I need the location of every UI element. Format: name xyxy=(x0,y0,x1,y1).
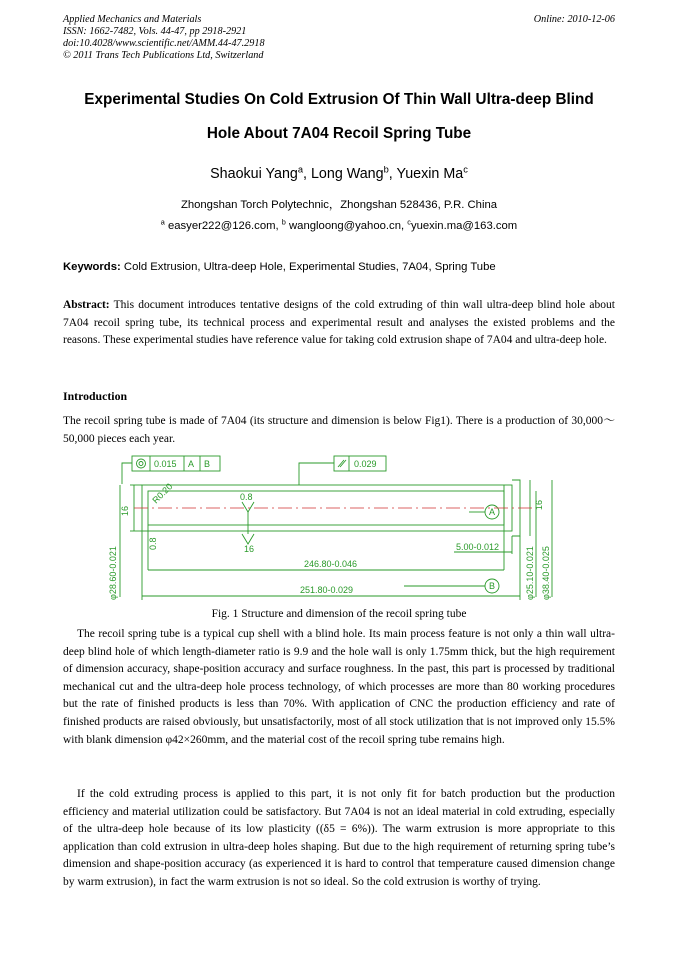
fcf-datum-ref: A xyxy=(188,459,195,469)
intro-paragraph-1: The recoil spring tube is made of 7A04 (its structure and dimension is below Fig1). There is a production of 30,000～50,000 pieces each year. xyxy=(63,415,615,445)
abstract xyxy=(63,297,615,350)
author-name: Yuexin Ma xyxy=(396,166,464,182)
fcf-value: 0.029 xyxy=(354,459,377,469)
author-list xyxy=(0,166,678,182)
dim-24680: 246.80-0.046 xyxy=(304,559,358,569)
journal-name: Applied Mechanics and Materials xyxy=(63,14,202,25)
dim-25180: 251.80-0.029 xyxy=(300,585,354,595)
datum-a-label: A xyxy=(489,507,496,517)
author-name: Long Wang xyxy=(310,166,384,182)
copyright-line: © 2011 Trans Tech Publications Ltd, Switzerland xyxy=(63,50,264,61)
datum-b-label: B xyxy=(489,581,496,591)
email-mark: c xyxy=(407,217,411,227)
dim-phi-2510: φ25.10-0.021 xyxy=(525,546,535,600)
journal-header xyxy=(63,14,265,62)
figure-caption: Fig. 1 Structure and dimension of the recoil spring tube xyxy=(211,608,467,620)
figure-1 xyxy=(104,452,584,607)
author-affil-mark: a xyxy=(297,164,304,175)
email-link[interactable]: wangloong@yahoo.cn, xyxy=(285,220,408,232)
author-separator: , xyxy=(388,166,397,182)
technical-drawing xyxy=(104,452,584,607)
online-date: Online: 2010-12-06 xyxy=(533,14,615,25)
abstract-text: This document introduces tentative designs of the cold extruding of thin wall ultra-deep blind hole about 7A04 recoil spring tube, its technical process and experimental result and analyses the existed problems and the reasons. These experimental studies have reference value for taking cold extrusion shape of 7A04 and ultra-deep hole. xyxy=(63,299,615,347)
fcf-datum-ref: B xyxy=(204,459,211,469)
paper-title-line-1: Experimental Studies On Cold Extrusion Of Thin Wall Ultra-deep Blind xyxy=(84,91,594,108)
dim-500: 5.00-0.012 xyxy=(456,542,500,552)
dim-roughness-bottom: 16 xyxy=(244,544,255,554)
author-emails xyxy=(0,217,678,232)
keywords-label: Keywords: xyxy=(63,261,121,273)
keywords xyxy=(63,261,496,273)
author-affil-mark: c xyxy=(463,164,468,175)
dim-phi-2860: φ28.60-0.021 xyxy=(108,546,118,600)
author-separator: , xyxy=(303,166,311,182)
intro-paragraph-3: If the cold extruding process is applied to this part, it is not only fit for batch production but the production efficiency and material utilization could be satisfactory. But 7A04 is not an ideal material in cold extruding, especially of the ultra-deep hole because of its low plasticity ((δ5 = 6%)). The warm extrusion is more appropriate to this application than cold extrusion in ultra-deep holes shaping. But due to the high requirement of returning spring tube’s dimension and shape-position accuracy (as experienced it is hard to control that temperature caused dimension change by warm extrusion), in fact the warm extrusion is not so ideal. So the cold extrusion is worthy of trying. xyxy=(63,788,615,888)
dim-roughness-top: 0.8 xyxy=(240,492,253,502)
dim-phi-3840: φ38.40-0.025 xyxy=(541,546,551,600)
email-link[interactable]: easyer222@126.com, xyxy=(164,220,282,232)
paper-title-line-2: Hole About 7A04 Recoil Spring Tube xyxy=(206,125,472,142)
dim-left: 0.8 xyxy=(148,537,158,550)
intro-paragraph-2: The recoil spring tube is a typical cup shell with a blind hole. Its main process feature is not only a thin wall ultra-deep blind hole of which length-diameter ratio is 9.9 and the hole wall is only 1.75mm thick, but the high requirement of dimension accuracy, shape-position accuracy and surface roughness. In the past, this part is processed by traditional mechanical cut and the ultra-deep hole process technology, of which processes are more than 80 working procedures but the rate of finished products is less than 70%. With application of CNC the production efficiency and rate of finished products are raised obviously, but unsatisfactorily, most of all stock utilization that is not improved only 15.5% with blank dimension φ42×260mm, and the material cost of the recoil spring tube remains high. xyxy=(63,628,615,746)
author-name: Shaokui Yang xyxy=(210,166,298,182)
dim-wall-left: 16 xyxy=(120,505,130,516)
dim-radius: R0.20 xyxy=(150,481,175,506)
issn-line: ISSN: 1662-7482, Vols. 44-47, pp 2918-2921 xyxy=(63,26,247,37)
concentricity-icon xyxy=(137,459,146,468)
author-affil-mark: b xyxy=(383,164,389,175)
affiliation: Zhongshan Torch Polytechnic，Zhongshan 528436, P.R. China xyxy=(180,199,498,211)
dim-wall-right: 16 xyxy=(534,499,544,510)
email-mark: a xyxy=(160,217,165,227)
email-mark: b xyxy=(281,217,286,227)
keywords-text: Cold Extrusion, Ultra-deep Hole, Experimental Studies, 7A04, Spring Tube xyxy=(120,261,496,273)
email-link[interactable]: yuexin.ma@163.com xyxy=(410,220,518,232)
doi-line: doi:10.4028/www.scientific.net/AMM.44-47.2918 xyxy=(63,38,265,49)
fcf-value: 0.015 xyxy=(154,459,177,469)
section-heading-introduction: Introduction xyxy=(63,389,128,403)
abstract-label: Abstract: xyxy=(63,299,110,311)
